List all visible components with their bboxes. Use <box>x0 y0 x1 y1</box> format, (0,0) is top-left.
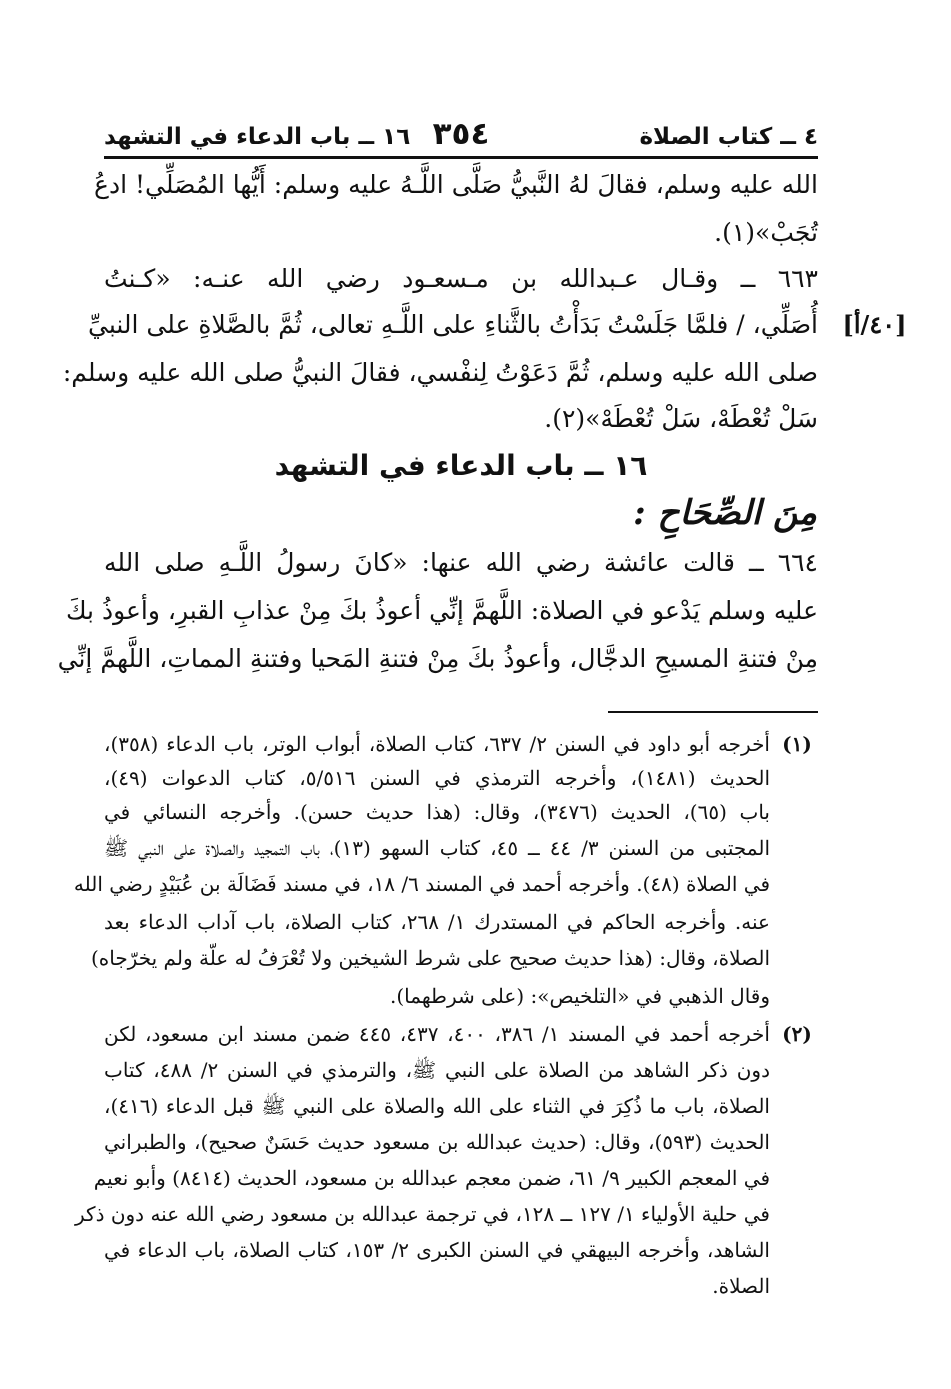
chapter-title: ١٦ ــ باب الدعاء في التشهد <box>274 449 648 482</box>
footnote-line: أخرجه أحمد في المسند ١/ ٣٨٦، ٤٠٠، ٤٣٧، ٤٤٥ ضمن مسند ابن مسعود، لكن <box>104 1022 770 1046</box>
body-line: صلى الله عليه وسلم، ثُمَّ دَعَوْتُ لِنفْسي، فقالَ النبيُّ صلى الله عليه وسلم: <box>62 358 818 387</box>
footnote-line: الحديث (٥٩٣)، وقال: (حديث عبدالله بن مسعود حديث حَسَنٌ صحيح)، والطبراني <box>104 1130 770 1154</box>
body-line: مِنْ فتنةِ المسيحِ الدجَّال، وأعوذُ بكَ مِنْ فتنةِ المَحيا وفتنةِ المماتِ، اللَّهمَّ إنِّي <box>57 644 818 673</box>
body-line: عليه وسلم يَدْعو في الصلاة: اللَّهمَّ إنِّي أعوذُ بكَ مِنْ عذابِ القبرِ، وأعوذُ بكَ <box>65 596 818 625</box>
running-head-chapter: ١٦ ــ باب الدعاء في التشهد <box>104 124 411 150</box>
footnote-line: الصلاة، باب ما ذُكِرَ في الثناء على الله والصلاة على النبي ﷺ قبل الدعاء (٤١٦)، <box>104 1094 770 1118</box>
footnote-line: عنه. وأخرجه الحاكم في المستدرك ١/ ٢٦٨، كتاب الصلاة، باب آداب الدعاء بعد <box>104 910 770 934</box>
page-number: ٣٥٤ <box>432 116 490 152</box>
body-line: سَلْ تُعْطَهْ، سَلْ تُعْطَهْ»(٢). <box>544 404 818 433</box>
footnote-line: باب (٦٥)، الحديث (٣٤٧٦)، وقال: (هذا حديث حسن). وأخرجه النسائي في <box>104 800 770 824</box>
footnote-line: وقال الذهبي في «التلخيص»: (على شرطهما). <box>390 984 770 1008</box>
footnote-rule <box>608 711 818 713</box>
footnote-line: في المعجم الكبير ٩/ ٦١، ضمن معجم عبدالله بن مسعود، الحديث (٨٤١٤) وأبو نعيم <box>93 1166 770 1190</box>
section-label: مِنَ الصِّحَاحِ : <box>633 493 817 533</box>
footnote-line: الصلاة، وقال: (هذا حديث صحيح على شرط الشيخين ولا تُعْرَفُ له علّة ولم يخرّجاه) <box>90 946 770 970</box>
hadith-664-line: ٦٦٤ ــ قالت عائشة رضي الله عنها: «كانَ رسولُ اللَّـهِ صلى الله <box>104 548 818 577</box>
footnote-line: المجتبى من السنن ٣/ ٤٤ ــ ٤٥، كتاب السهو (١٣)، باب التمجيد والصلاة على النبي ﷺ <box>104 836 770 860</box>
footnote-line: الحديث (١٤٨١)، وأخرجه الترمذي في السنن ٥/٥١٦، كتاب الدعوات (٤٩)، <box>104 766 771 790</box>
footnote-line: الصلاة. <box>712 1274 770 1298</box>
body-line: أُصَلِّي، / فلمَّا جَلَسْتُ بَدَأْتُ بالثَّناءِ على اللَّـهِ تعالى، ثُمَّ بالصَّلاةِ على النبيِّ <box>88 310 818 339</box>
footnote-line: الشاهد، وأخرجه البيهقي في السنن الكبرى ٢/ ١٥٣، كتاب الصلاة، باب الدعاء في <box>104 1238 770 1262</box>
footnote-number: (١) <box>782 732 812 756</box>
body-line: الله عليه وسلم، فقالَ لهُ النَّبيُّ صَلَّى اللَّـهُ عليه وسلم: أَيُّها المُصَلِّي! ادعُ <box>94 170 818 199</box>
footnote-line: دون ذكر الشاهد من الصلاة على النبي ﷺ، والترمذي في السنن ٢/ ٤٨٨، كتاب <box>104 1058 770 1082</box>
footnote-number: (٢) <box>782 1022 812 1046</box>
manuscript-folio-note: [٤٠/أ] <box>842 310 907 339</box>
body-line: تُجَبْ»(١). <box>714 218 818 247</box>
footnote-line: في حلية الأولياء ١/ ١٢٧ ــ ١٢٨، في ترجمة عبدالله بن مسعود رضي الله عنه دون ذكر <box>75 1202 770 1226</box>
running-head-book: ٤ ــ كتاب الصلاة <box>639 124 818 150</box>
running-head <box>104 112 818 159</box>
footnote-line: في الصلاة (٤٨). وأخرجه أحمد في المسند ٦/ ١٨، في مسند فَضَالَة بن عُبَيْدٍ رضي الله <box>73 872 770 896</box>
hadith-663-line: ٦٦٣ ــ وقـال عـبدالله بن مـسعـود رضي الله عنـه: «كـنتُ <box>104 264 818 293</box>
footnote-line: أخرجه أبو داود في السنن ٢/ ٦٣٧، كتاب الصلاة، أبواب الوتر، باب الدعاء (٣٥٨)، <box>104 732 770 756</box>
